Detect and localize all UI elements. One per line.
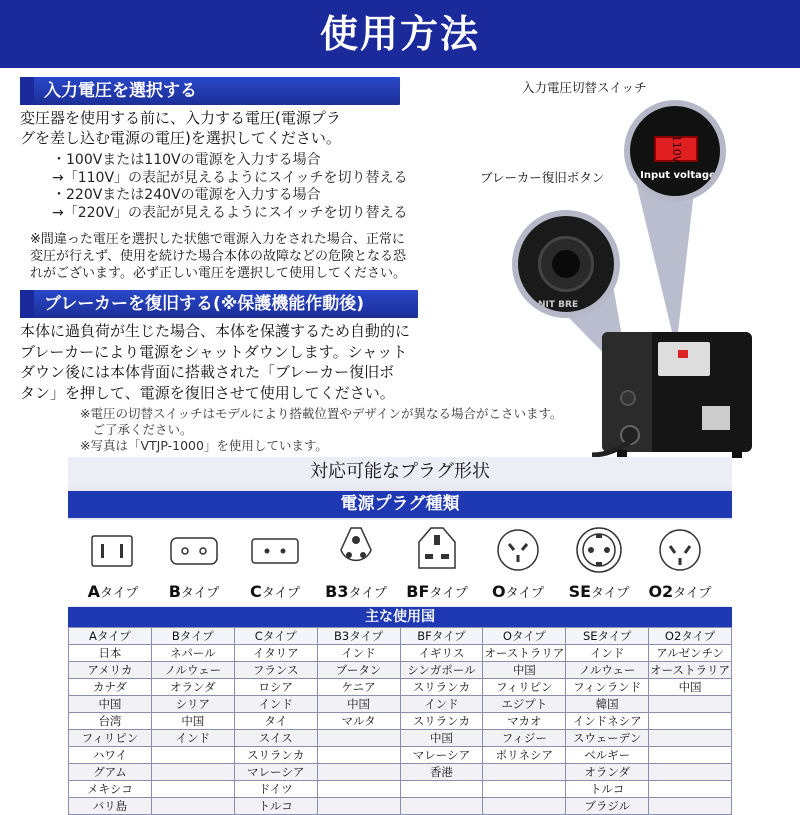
table-cell: バリ島 xyxy=(69,798,152,815)
table-cell: フィンランド xyxy=(566,679,649,696)
table-cell xyxy=(400,798,483,815)
table-cell: 中国 xyxy=(317,696,400,713)
table-cell: ベルギー xyxy=(566,747,649,764)
table-cell: インドネシア xyxy=(566,713,649,730)
table-cell: フランス xyxy=(234,662,317,679)
table-cell: アメリカ xyxy=(69,662,152,679)
table-cell: オーストラリア xyxy=(650,663,731,677)
table-cell xyxy=(649,747,732,764)
table-cell xyxy=(151,798,234,815)
plug-o-icon xyxy=(478,522,558,580)
table-cell: オランダ xyxy=(566,764,649,781)
table-cell: インド xyxy=(234,696,317,713)
table-cell: ロシア xyxy=(234,679,317,696)
table-cell xyxy=(317,798,400,815)
table-cell: アルゼンチン xyxy=(649,645,732,662)
table-cell: メキシコ xyxy=(69,781,152,798)
table-cell: ネパール xyxy=(151,645,234,662)
table-row xyxy=(69,730,732,747)
plug-letter: O2 xyxy=(648,582,674,601)
table-cell xyxy=(649,696,732,713)
section-title-breaker xyxy=(20,290,418,318)
table-cell xyxy=(649,798,732,815)
table-header-cell: O2タイプ xyxy=(649,628,732,645)
table-cell: 中国 xyxy=(483,662,566,679)
table-cell: インド xyxy=(151,730,234,747)
table-row xyxy=(69,764,732,781)
plug-suffix: タイプ xyxy=(100,586,139,601)
plug-suffix: タイプ xyxy=(591,586,630,601)
table-cell: インド xyxy=(400,696,483,713)
breaker-zoom-circle xyxy=(512,210,620,318)
table-cell: トルコ xyxy=(566,781,649,798)
table-cell: マレーシア xyxy=(234,764,317,781)
section-title-text: 入力電圧を選択する xyxy=(44,81,197,101)
table-cell: フィリピン xyxy=(69,730,152,747)
table-cell xyxy=(483,781,566,798)
section-marker xyxy=(20,77,34,105)
breaker-text: NIT BRE xyxy=(538,300,579,310)
plug-type-bf xyxy=(396,522,478,601)
plug-section-heading: 対応可能なプラグ形状 xyxy=(68,457,732,487)
countries-table xyxy=(68,627,732,815)
plug-suffix: タイプ xyxy=(429,586,468,601)
table-cell xyxy=(649,781,732,798)
foot-right xyxy=(732,450,742,458)
table-cell: イギリス xyxy=(400,645,483,662)
table-header-cell: SEタイプ xyxy=(566,628,649,645)
plug-letter: C xyxy=(249,582,262,601)
table-cell: スウェーデン xyxy=(566,730,649,747)
table-header-cell: Cタイプ xyxy=(234,628,317,645)
table-cell: ポリネシア xyxy=(483,747,566,764)
table-cell: スリランカ xyxy=(234,747,317,764)
table-cell xyxy=(151,764,234,781)
product-photo xyxy=(472,70,800,460)
plug-a-icon xyxy=(73,522,153,580)
breaker-callout-label: ブレーカー復旧ボタン xyxy=(480,170,605,185)
plug-type-b xyxy=(153,522,235,601)
table-row xyxy=(69,679,732,696)
plug-letter: B3 xyxy=(325,582,349,601)
table-cell: トルコ xyxy=(234,798,317,815)
switch-panel xyxy=(658,342,710,376)
plug-letter: A xyxy=(87,582,101,601)
table-cell xyxy=(151,747,234,764)
table-cell xyxy=(483,798,566,815)
plug-type-o2 xyxy=(639,522,721,601)
table-cell xyxy=(317,764,400,781)
table-cell: インド xyxy=(566,645,649,662)
table-header-cell: Aタイプ xyxy=(69,628,152,645)
table-row xyxy=(69,662,732,679)
breaker-small-icon xyxy=(620,390,636,406)
plug-suffix: タイプ xyxy=(180,586,220,601)
table-cell xyxy=(649,713,732,730)
plug-type-o xyxy=(477,522,559,601)
page-title: 使用方法 xyxy=(319,12,480,56)
table-cell: ノルウェー xyxy=(151,662,234,679)
plug-type-b3 xyxy=(315,522,397,601)
table-cell: 中国 xyxy=(69,696,152,713)
table-cell xyxy=(317,730,400,747)
table-cell: インド xyxy=(317,645,400,662)
table-cell xyxy=(317,747,400,764)
table-row xyxy=(69,696,732,713)
plug-se-icon xyxy=(559,522,639,580)
switch-small-icon xyxy=(678,350,688,358)
switch-callout-label: 入力電圧切替スイッチ xyxy=(522,80,647,95)
section-title-text: ブレーカーを復旧する(※保護機能作動後) xyxy=(44,294,365,314)
section-title-select-voltage xyxy=(20,77,400,105)
table-cell: カナダ xyxy=(69,679,152,696)
plug-types-row xyxy=(68,520,732,606)
table-cell: イタリア xyxy=(234,645,317,662)
table-cell: ケニア xyxy=(317,679,400,696)
table-cell: ハワイ xyxy=(69,747,152,764)
table-cell: スリランカ xyxy=(400,679,483,696)
plug-type-c xyxy=(234,522,316,601)
section1-intro: 変圧器を使用する前に、入力する電圧(電源プラ グを差し込む電源の電圧)を選択してください。 xyxy=(20,109,341,147)
plug-o2-icon xyxy=(640,522,720,580)
plug-type-se xyxy=(558,522,640,601)
plug-letter: B xyxy=(168,582,181,601)
table-cell: エジプト xyxy=(483,696,566,713)
table-cell: ノルウェー xyxy=(566,662,649,679)
bullet-item: ・220Vまたは240Vの電源を入力する場合 xyxy=(52,187,321,203)
countries-title: 主な使用国 xyxy=(68,607,732,627)
plug-suffix: タイプ xyxy=(673,586,712,601)
table-header-cell: Oタイプ xyxy=(483,628,566,645)
table-cell: シンガポール xyxy=(400,662,483,679)
table-cell: 中国 xyxy=(400,730,483,747)
plug-types-title: 電源プラグ種類 xyxy=(68,491,732,518)
bullet-item: →「220V」の表記が見えるようにスイッチを切り替える xyxy=(52,204,408,221)
table-cell xyxy=(400,781,483,798)
table-cell: グアム xyxy=(69,764,152,781)
table-body xyxy=(69,645,732,815)
table-cell xyxy=(649,730,732,747)
table-header-row xyxy=(69,628,732,645)
voltage-switch-icon xyxy=(654,136,698,162)
plug-letter: SE xyxy=(568,582,592,601)
table-cell: スイス xyxy=(234,730,317,747)
bullet-item: ・100Vまたは110Vの電源を入力する場合 xyxy=(52,152,321,168)
table-cell: オーストラリア xyxy=(484,646,565,660)
table-cell: マレーシア xyxy=(400,747,483,764)
table-header-cell: Bタイプ xyxy=(151,628,234,645)
table-cell: 韓国 xyxy=(566,696,649,713)
table-row xyxy=(69,645,732,662)
table-cell: 香港 xyxy=(400,764,483,781)
switch-text: 110V xyxy=(670,134,683,164)
plug-b3-icon xyxy=(316,522,396,580)
plug-suffix: タイプ xyxy=(348,586,387,601)
table-row xyxy=(69,798,732,815)
table-cell: 中国 xyxy=(151,713,234,730)
plug-letter: BF xyxy=(406,582,430,601)
switch-zoom-circle xyxy=(624,100,726,202)
table-cell xyxy=(151,781,234,798)
table-cell xyxy=(483,764,566,781)
plug-c-icon xyxy=(235,522,315,580)
table-row xyxy=(69,713,732,730)
plug-suffix: タイプ xyxy=(505,586,544,601)
table-cell: ブータン xyxy=(317,662,400,679)
bullet-item: →「110V」の表記が見えるようにスイッチを切り替える xyxy=(52,169,408,186)
table-cell: タイ xyxy=(234,713,317,730)
table-cell: マカオ xyxy=(483,713,566,730)
plug-bf-icon xyxy=(397,522,477,580)
plug-letter: O xyxy=(492,582,506,601)
table-cell xyxy=(317,781,400,798)
warning-sticker xyxy=(702,406,730,430)
section2-body: 本体に過負荷が生じた場合、本体を保護するため自動的に ブレーカーにより電源をシャットダウンします。シャット ダウン後には本体背面に搭載された「ブレーカー復旧ボ タン」を押して、電源を復旧させて使用してください。 xyxy=(20,322,411,402)
table-cell: ドイツ xyxy=(234,781,317,798)
table-header-cell: BFタイプ xyxy=(400,628,483,645)
table-header-cell: B3タイプ xyxy=(317,628,400,645)
table-cell: 台湾 xyxy=(69,713,152,730)
table-cell: 日本 xyxy=(69,645,152,662)
table-cell: マルタ xyxy=(317,713,400,730)
table-cell: オランダ xyxy=(151,679,234,696)
table-cell: フィジー xyxy=(483,730,566,747)
table-cell xyxy=(649,764,732,781)
table-row xyxy=(69,781,732,798)
table-cell: ブラジル xyxy=(566,798,649,815)
table-cell: スリランカ xyxy=(400,713,483,730)
section-marker xyxy=(20,290,34,318)
page-header xyxy=(0,0,800,68)
table-row xyxy=(69,747,732,764)
table-cell: 中国 xyxy=(649,679,732,696)
plug-suffix: タイプ xyxy=(261,586,301,601)
breaker-button-icon xyxy=(552,250,580,278)
plug-b-icon xyxy=(154,522,234,580)
table-cell: シリア xyxy=(151,696,234,713)
footnotes: ※電圧の切替スイッチはモデルにより搭載位置やデザインが異なる場合がこさいます。 ご了承ください。 ※写真は「VTJP-1000」を使用しています。 xyxy=(80,406,563,453)
plug-type-a xyxy=(72,522,154,601)
table-cell: フィリピン xyxy=(483,679,566,696)
voltage-warning: ※間違った電圧を選択した状態で電源入力をされた場合、正常に 変圧が行えず、使用を続けた場合本体の故障などの危険となる恐 れがございます。必ず正しい電圧を選択して使用してください。 xyxy=(30,232,406,281)
input-voltage-text: Input voltage xyxy=(640,170,716,181)
